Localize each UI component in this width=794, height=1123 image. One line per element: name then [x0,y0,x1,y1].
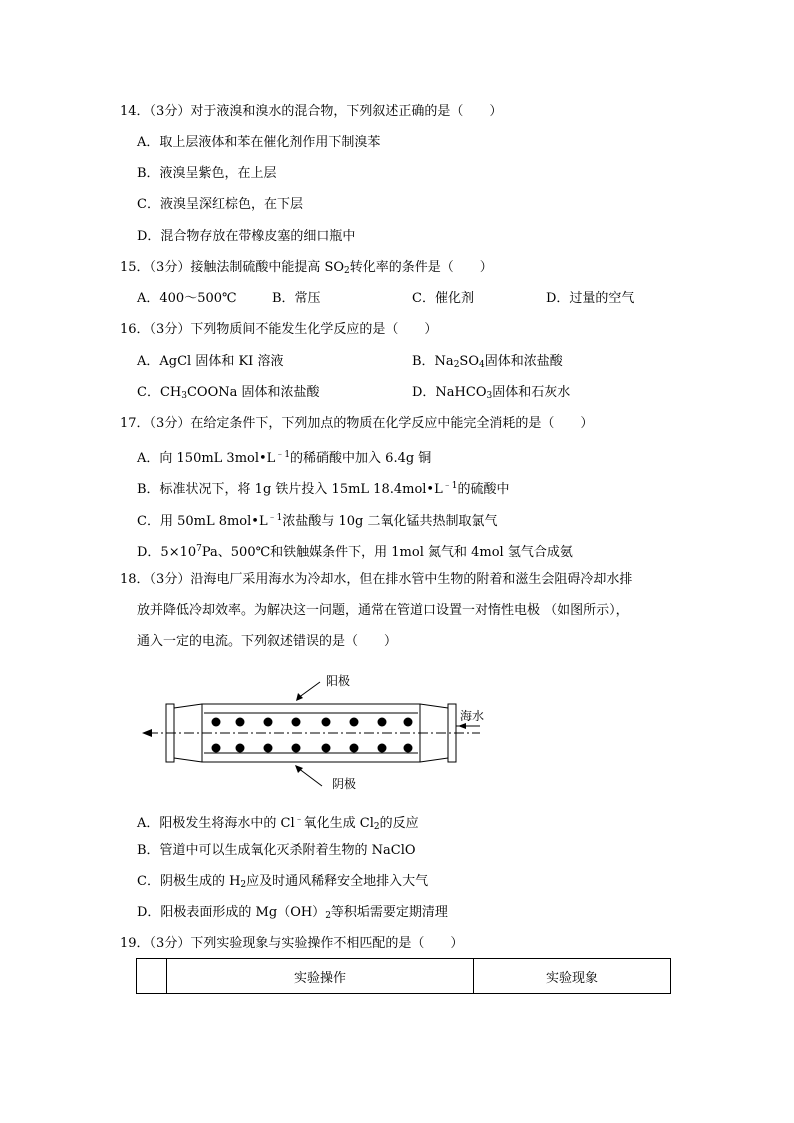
q14-option-b: B．液溴呈紫色，在上层 [137,166,277,181]
cathode-label: 阴极 [332,777,357,791]
q19-col-phenomenon-label: 实验现象 [545,970,598,986]
q18-stem-line2: 放并降低冷却效率。为解决这一问题，通常在管道口设置一对惰性电极 （如图所示）， [137,603,629,618]
q14-option-d: D．混合物存放在带橡皮塞的细口瓶中 [137,229,356,244]
q16-option-a: A．AgCl 固体和 KI 溶液 [137,354,284,369]
q19-table-header-phenomenon [474,959,670,993]
flow-arrow-left [142,729,152,737]
q16-option-c: C．$CH_3COONa$ 固体和浓盐酸 [137,385,320,401]
q16-option-b: B．$Na_2SO_4$固体和浓盐酸 [412,354,563,370]
pipe-diagram [140,668,486,798]
anode-label: 阳极 [326,674,351,688]
q15-option-c: C．催化剂 [412,291,474,306]
q14-stem: 14．（3分）对于液溴和溴水的混合物，下列叙述正确的是（ ） [120,104,503,119]
q18-option-b: B．管道中可以生成氧化灭杀附着生物的 NaClO [137,843,416,858]
q18-option-c: C．阴极生成的 $H_2$应及时通风稀释安全地排入大气 [137,874,429,890]
q15-option-b: B．常压 [272,291,321,306]
q18-stem-line1: 18．（3分）沿海电厂采用海水为冷却水，但在排水管中生物的附着和滋生会阻碍冷却水排 [120,572,633,587]
q14-option-a: A．取上层液体和苯在催化剂作用下制溴苯 [137,135,381,150]
electrode-pipe-figure [140,668,486,798]
q17-stem: 17．（3分）在给定条件下，下列加点的物质在化学反应中能完全消耗的是（ ） [120,416,594,431]
q19-stem: 19．（3分）下列实验现象与实验操作不相匹配的是（ ） [120,936,464,951]
q18-option-d: D．阳极表面形成的 $Mg(OH)_2$等积垢需要定期清理 [137,905,448,921]
q18-stem-line3: 通入一定的电流。下列叙述错误的是（ ） [137,634,398,649]
q17-option-c: C．用 50mL $8mol•L^{﹣1}$浓盐酸与 10g 二氧化锰共热制取氯气 [137,513,498,529]
q19-table [136,958,671,994]
q14-option-c: C．液溴呈深红棕色，在下层 [137,197,303,212]
q17-option-b: B．标准状况下，将 1g 铁片投入 15mL $18.4mol•L^{﹣1}$的硫酸中 [137,481,510,497]
q16-option-d: D．NaHCO$_3$固体和石灰水 [412,385,571,401]
seawater-label: 海水 [460,709,485,723]
q18-option-a: A．阳极发生将海水中的 Cl﹣氧化生成 $Cl_2$的反应 [137,815,419,832]
q17-option-d: D．$5\times 10^7Pa$、500℃和铁触媒条件下，用 1mol 氮气和 4mol 氢气合成氨 [137,544,573,560]
q15-stem: 15．（3分）接触法制硫酸中能提高 $SO_2$转化率的条件是（ ） [120,260,493,276]
q19-table-header-operation [167,959,474,993]
q16-stem: 16．（3分）下列物质间不能发生化学反应的是（ ） [120,322,438,337]
q15-option-d: D．过量的空气 [546,291,635,306]
seawater-arrow [458,723,466,729]
q17-option-a: A．向 150mL $3mol•L^{﹣1}$的稀硝酸中加入 6.4g 铜 [137,450,432,466]
q15-option-a: A．400～500℃ [137,291,237,306]
q19-col-operation-label: 实验操作 [293,970,346,986]
q19-table-index-cell [137,959,167,993]
